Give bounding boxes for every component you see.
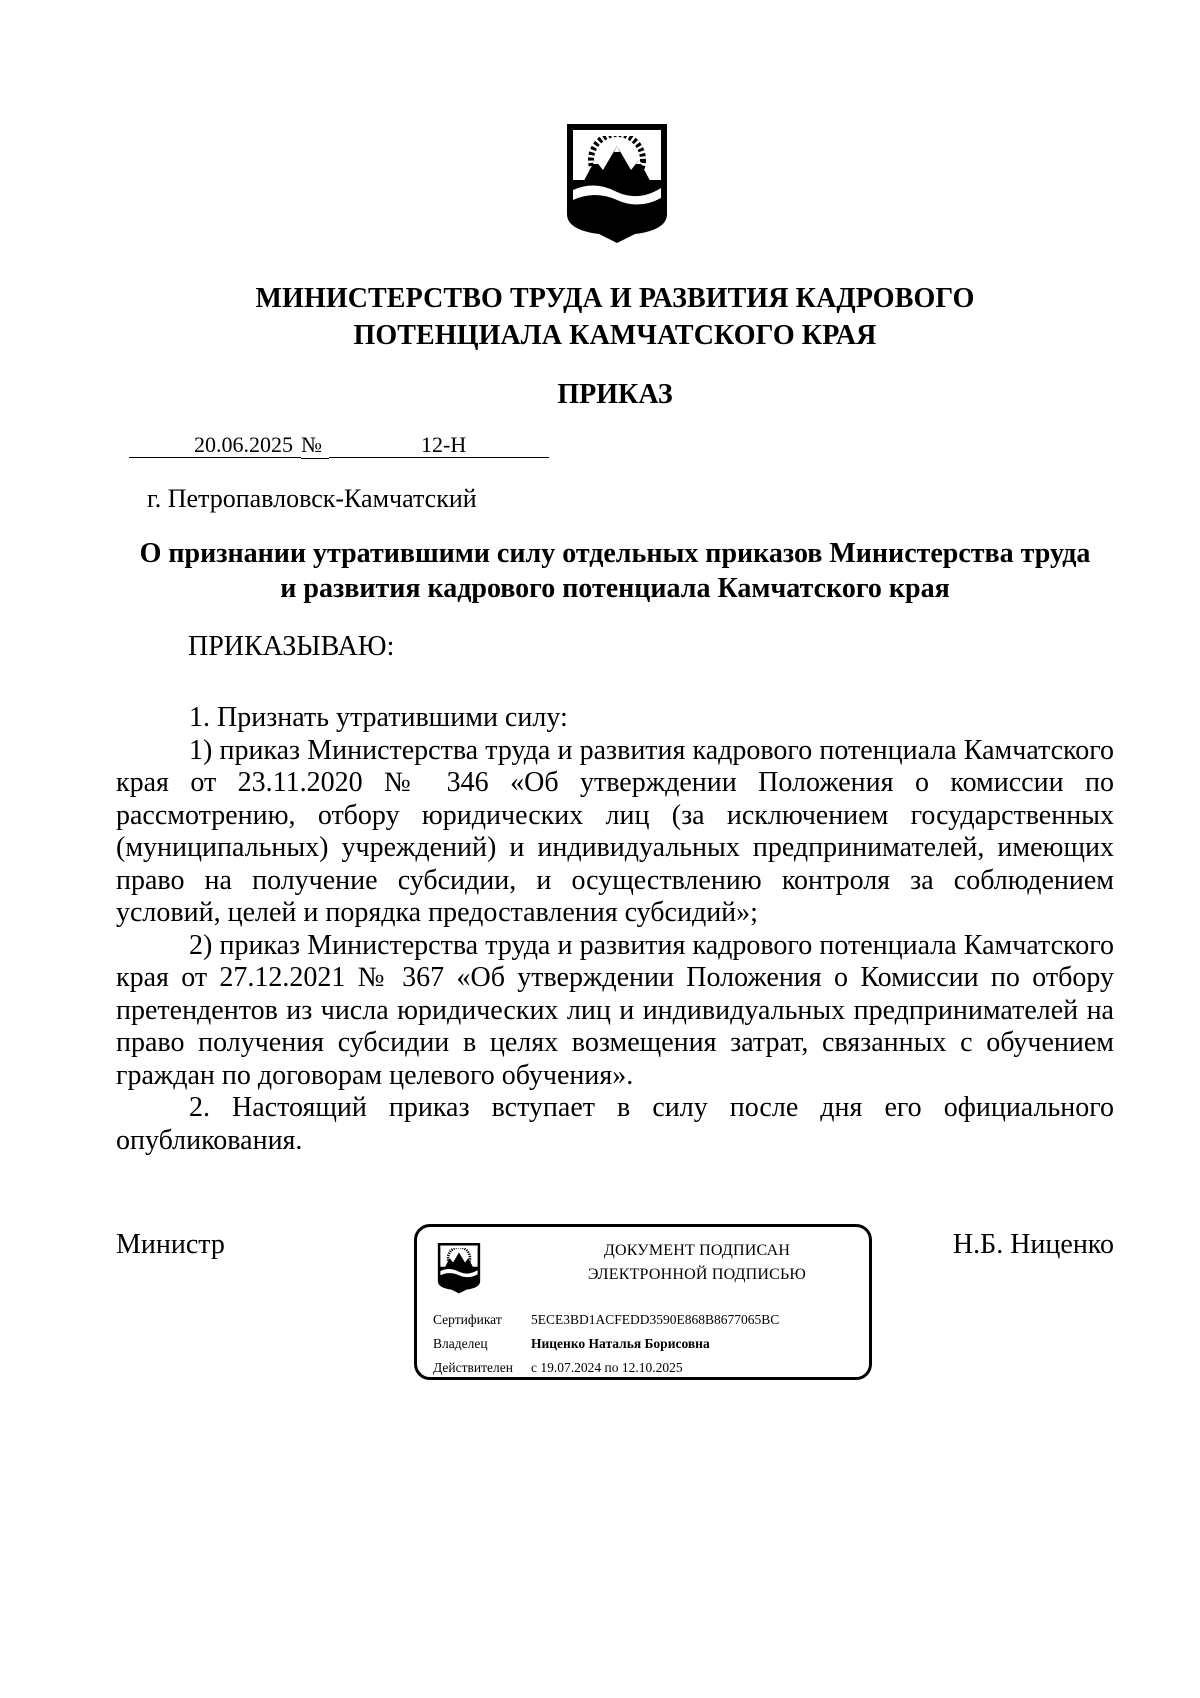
stamp-validity-row [433, 1359, 683, 1377]
ministry-name-line1: МИНИСТЕРСТВО ТРУДА И РАЗВИТИЯ КАДРОВОГО [255, 283, 975, 314]
stamp-certificate-row [433, 1311, 779, 1329]
document-type: ПРИКАЗ [557, 379, 673, 410]
body-paragraph-2: 1) приказ Министерства труда и развития кадрового потенциала Камчатского края от 23.11.2020 № 346 «Об утверждении Положения о комиссии по рассмотрению, отбору юридических лиц (за исключением государственных (муниципальных) учреждений) и индивидуальных предпринимателей, имеющих право на получение субсидии, и осуществлению контроля за соблюдением условий, целей и порядка предоставления субсидий»; [116, 734, 1114, 928]
certificate-value: 5ECE3BD1ACFEDD3590E868B8677065BC [531, 1312, 780, 1327]
stamp-title-line2: ЭЛЕКТРОННОЙ ПОДПИСЬЮ [587, 1266, 807, 1283]
stamp-owner-row [433, 1335, 710, 1353]
ministry-name [0, 280, 1200, 354]
validity-label: Действителен [433, 1360, 513, 1375]
city: г. Петропавловск-Камчатский [147, 484, 477, 513]
coat-of-arms-icon [565, 122, 669, 244]
order-directive: ПРИКАЗЫВАЮ: [188, 631, 395, 662]
stamp-emblem-icon [437, 1241, 481, 1295]
number-sign: № [301, 432, 329, 459]
owner-label: Владелец [433, 1336, 488, 1351]
certificate-label: Сертификат [433, 1312, 502, 1327]
date-number-line [129, 432, 549, 460]
stamp-title [527, 1239, 867, 1287]
validity-value: с 19.07.2024 по 12.10.2025 [531, 1360, 683, 1375]
stamp-title-line1: ДОКУМЕНТ ПОДПИСАН [603, 1242, 791, 1259]
body-paragraph-1: 1. Признать утратившими силу: [189, 702, 568, 733]
order-body [116, 702, 1114, 1157]
subject-line2: и развития кадрового потенциала Камчатского края [280, 573, 950, 604]
body-paragraph-3: 2) приказ Министерства труда и развития кадрового потенциала Камчатского края от 27.12.2021 № 367 «Об утверждении Положения о Комиссии по отбору претендентов из числа юридических лиц и индивидуальных предпринимателей на право получения субсидии в целях возмещения затрат, связанных с обучением граждан по договорам целевого обучения». [116, 929, 1114, 1091]
signer-name: Н.Б. Ниценко [952, 1229, 1114, 1260]
electronic-signature-stamp [414, 1224, 872, 1380]
order-subject [115, 536, 1115, 606]
ministry-name-line2: ПОТЕНЦИАЛА КАМЧАТСКОГО КРАЯ [353, 320, 877, 351]
order-date: 20.06.2025 [129, 432, 301, 458]
body-paragraph-4: 2. Настоящий приказ вступает в силу после дня его официального опубликования. [116, 1092, 1114, 1156]
order-number: 12-Н [329, 432, 549, 458]
signer-position: Министр [116, 1229, 225, 1260]
subject-line1: О признании утратившими силу отдельных приказов Министерства труда [139, 538, 1091, 569]
owner-value: Ниценко Наталья Борисовна [531, 1336, 710, 1351]
